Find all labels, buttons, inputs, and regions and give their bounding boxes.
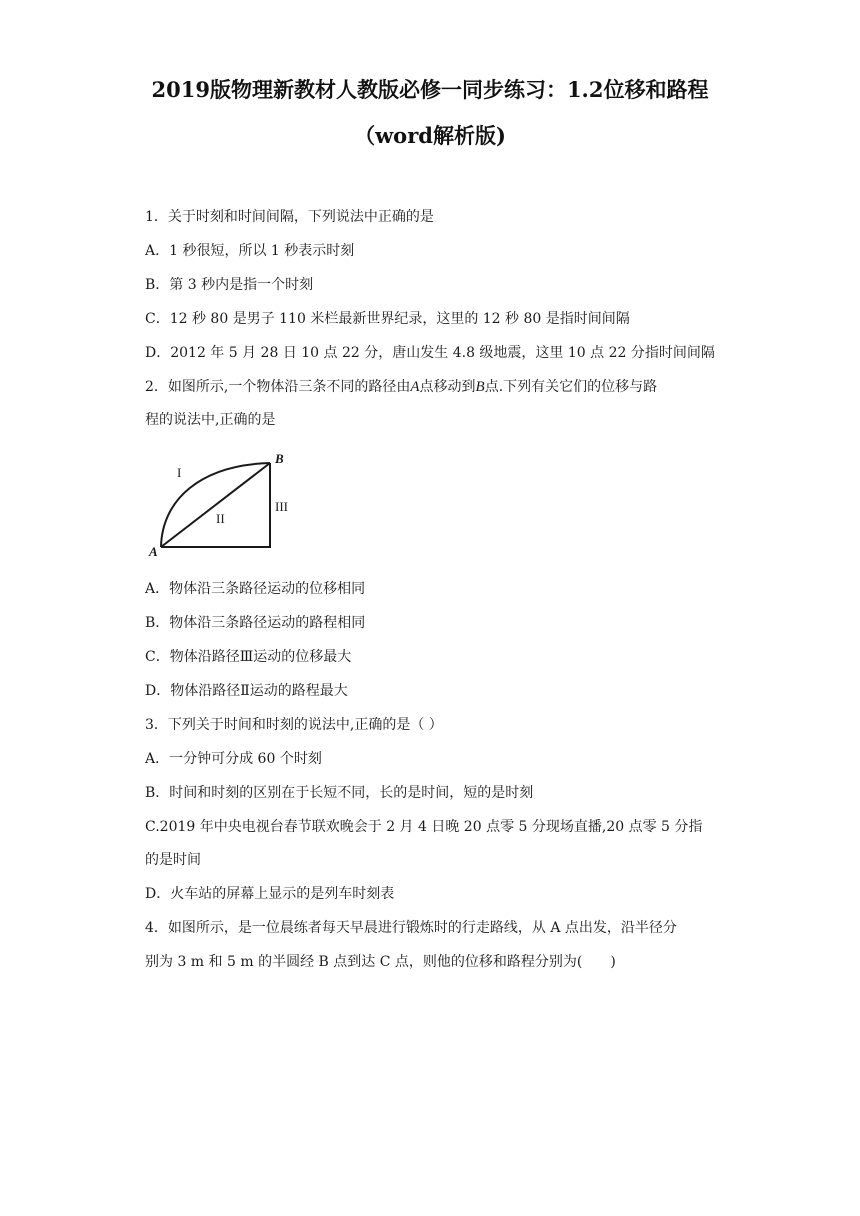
figure-label-ii: II [216,511,225,526]
q4-stem-line2: 别为 3 m 和 5 m 的半圆经 B 点到达 C 点，则他的位移和路程分别为( ) [145,954,616,970]
figure-label-a: A [149,544,158,559]
q2-option-d: D．物体沿路径Ⅱ运动的路程最大 [145,683,348,699]
q2-option-c: C．物体沿路径Ⅲ运动的位移最大 [145,649,352,665]
q3-stem: 3．下列关于时间和时刻的说法中,正确的是（ ） [145,717,443,733]
q3-option-d: D．火车站的屏幕上显示的是列车时刻表 [145,886,395,902]
q2-stem-mid: 点移动到 [419,379,476,395]
document-subtitle: （word解析版) [354,123,506,148]
figure-label-b: B [275,451,284,466]
q1-option-b: B．第 3 秒内是指一个时刻 [145,277,314,293]
q1-option-d: D．2012 年 5 月 28 日 10 点 22 分，唐山发生 4.8 级地震，这里 10 点 22 分指时间间隔 [145,345,715,361]
q2-stem-line2: 程的说法中,正确的是 [145,412,276,428]
q4-stem: 4．如图所示，是一位晨练者每天早晨进行锻炼时的行走路线，从 A 点出发，沿半径分 [145,920,677,936]
figure-label-iii: III [275,499,288,514]
q2-stem-pre: 2．如图所示,一个物体沿三条不同的路径由 [145,379,411,395]
q2-stem-post: 点.下列有关它们的位移与路 [484,379,658,395]
q3-option-c-line2: 的是时间 [145,852,201,868]
q3-option-c: C.2019 年中央电视台春节联欢晚会于 2 月 4 日晚 20 点零 5 分现场直播,20 点零 5 分指 [145,819,703,835]
q2-point-b: B [475,379,485,395]
q1-option-a: A．1 秒很短，所以 1 秒表示时刻 [145,243,355,259]
q3-option-a: A．一分钟可分成 60 个时刻 [145,751,322,767]
q2-point-a: A [410,379,420,395]
q1-option-c: C．12 秒 80 是男子 110 米栏最新世界纪录，这里的 12 秒 80 是指时间间隔 [145,311,630,327]
q2-path-figure [140,445,300,565]
q1-stem: 1．关于时刻和时间间隔，下列说法中正确的是 [145,209,434,225]
q2-option-a: A．物体沿三条路径运动的位移相同 [145,581,366,597]
q2-stem [145,377,657,397]
q3-option-b: B．时间和时刻的区别在于长短不同，长的是时间，短的是时刻 [145,785,534,801]
q2-option-b: B．物体沿三条路径运动的路程相同 [145,615,366,631]
figure-label-i: I [177,465,182,480]
document-title: 2019版物理新教材人教版必修一同步练习：1.2位移和路程 [151,77,709,102]
